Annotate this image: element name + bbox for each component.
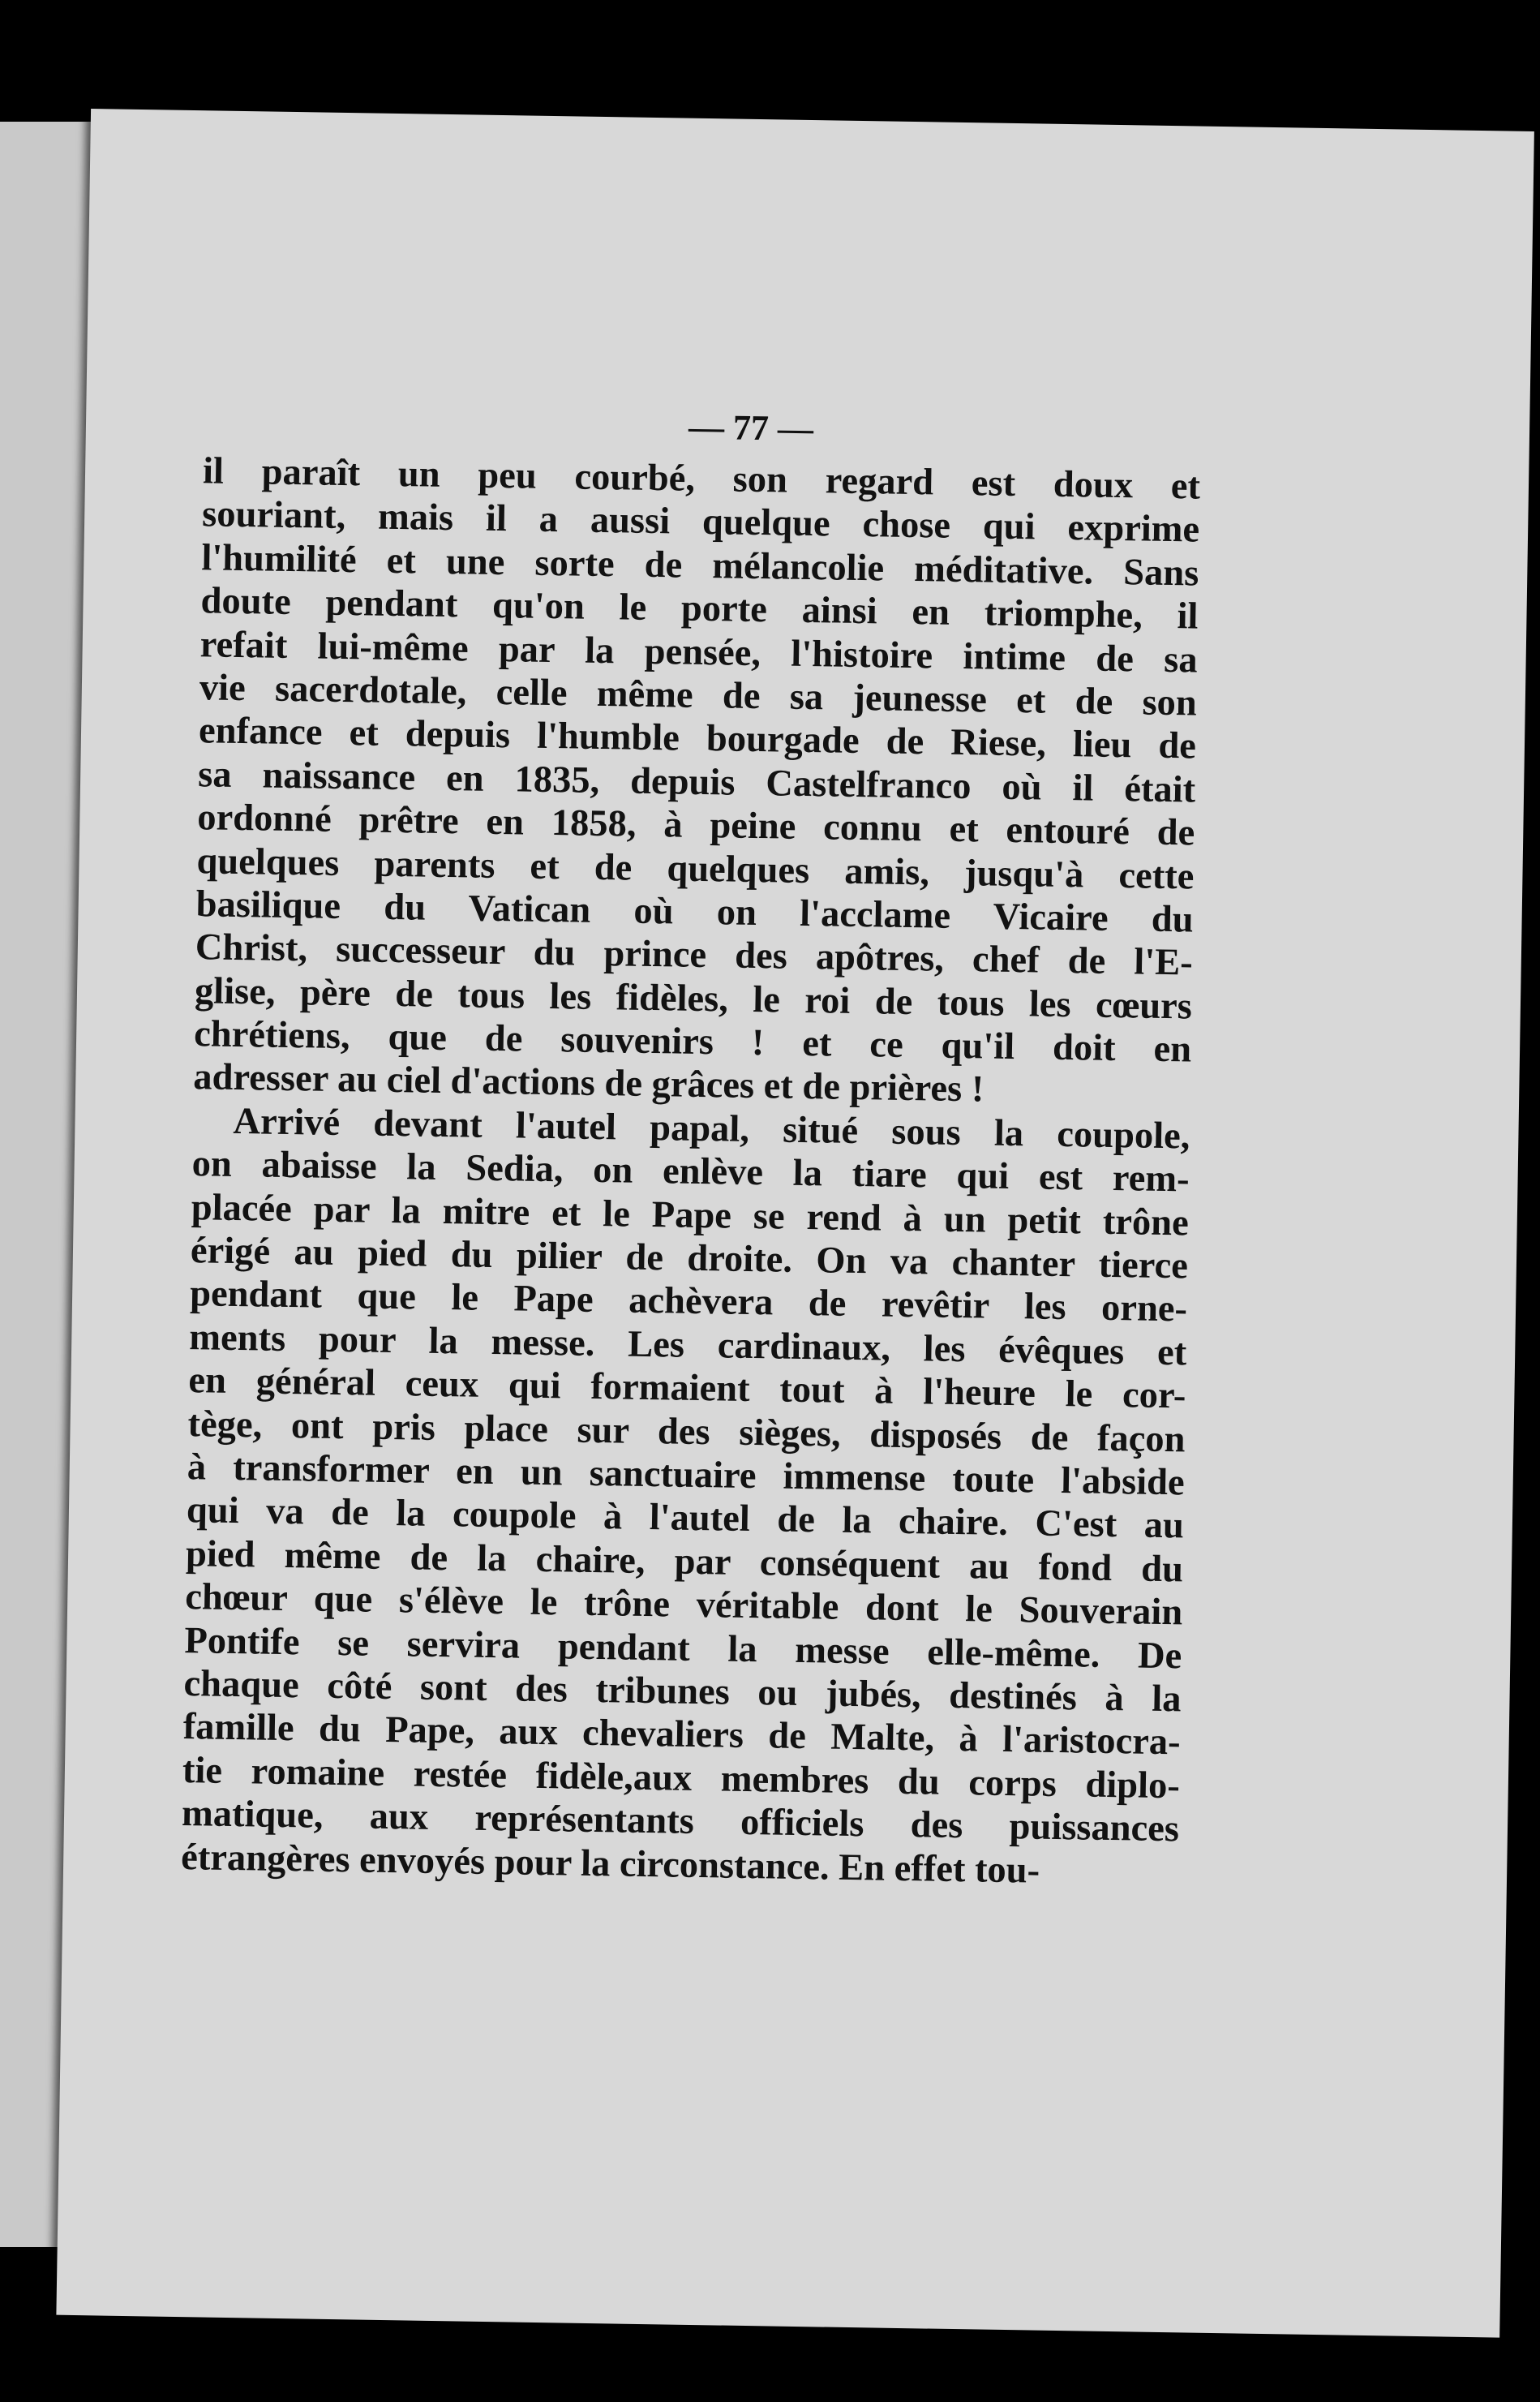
text-line: pendant que le Pape achèvera de revêtir les orne- <box>189 1273 1188 1330</box>
text-line: enfance et depuis l'humble bourgade de Riese, lieu de <box>198 710 1197 767</box>
text-line: l'humilité et une sorte de mélancolie méditative. Sans <box>201 537 1199 595</box>
book-page <box>56 109 1534 2338</box>
text-line: glise, père de tous les fidèles, le roi de tous les cœurs <box>194 969 1193 1028</box>
text-line: chrétiens, que de souvenirs ! et ce qu'il doit en <box>193 1013 1192 1071</box>
text-line: érigé au pied du pilier de droite. On va chanter tierce <box>190 1230 1189 1287</box>
text-line: doute pendant qu'on le porte ainsi en triomphe, il <box>200 580 1199 638</box>
text-line: basilique du Vatican où on l'acclame Vicaire du <box>195 883 1194 941</box>
text-line: qui va de la coupole à l'autel de la chaire. C'est au <box>186 1489 1185 1547</box>
text-line: quelques parents et de quelques amis, jusqu'à cette <box>196 840 1195 898</box>
text-line: tie romaine restée fidèle,aux membres du corps diplo- <box>182 1749 1181 1807</box>
text-line: en général ceux qui formaient tout à l'heure le cor- <box>188 1360 1186 1417</box>
text-line: à transformer en un sanctuaire immense toute l'abside <box>187 1446 1186 1504</box>
text-line: on abaisse la Sedia, on enlève la tiare qui est rem- <box>191 1143 1190 1201</box>
text-line: Christ, successeur du prince des apôtres, chef de l'E- <box>195 926 1194 984</box>
text-line: il paraît un peu courbé, son regard est doux et <box>202 450 1201 508</box>
text-line: famille du Pape, aux chevaliers de Malte, à l'aristocra- <box>182 1706 1182 1764</box>
text-line: chœur que s'élève le trône véritable dont le Souverain <box>184 1576 1183 1634</box>
text-line: chaque côté sont des tribunes ou jubés, destinés à la <box>183 1662 1182 1721</box>
text-line: sa naissance en 1835, depuis Castelfranco où il était <box>197 753 1196 811</box>
text-line: ordonné prêtre en 1858, à peine connu et entouré de <box>197 797 1195 854</box>
page-number: — 77 — <box>688 406 814 449</box>
text-line: refait lui-même par la pensée, l'histoire intime de sa <box>199 623 1199 681</box>
text-line: ments pour la messe. Les cardinaux, les évêques et <box>188 1316 1187 1374</box>
text-line: placée par la mitre et le Pape se rend à un petit trône <box>191 1186 1190 1244</box>
text-line: Pontife se servira pendant la messe elle-même. De <box>184 1619 1182 1677</box>
text-line: pied même de la chaire, par conséquent au fond du <box>185 1532 1184 1591</box>
page-text <box>181 449 1201 1894</box>
text-line: adresser au ciel d'actions de grâces et de prières ! <box>192 1056 984 1111</box>
text-line: matique, aux représentants officiels des puissances <box>181 1793 1180 1850</box>
text-line: vie sacerdotale, celle même de sa jeunesse et de son <box>199 667 1198 724</box>
text-line: étrangères envoyés pour la circonstance. En effet tou- <box>180 1836 1040 1892</box>
text-line: souriant, mais il a aussi quelque chose qui exprime <box>201 493 1200 551</box>
text-line: Arrivé devant l'autel papal, situé sous la coupole, <box>233 1100 1190 1158</box>
text-line: tège, ont pris place sur des sièges, disposés de façon <box>187 1403 1186 1461</box>
